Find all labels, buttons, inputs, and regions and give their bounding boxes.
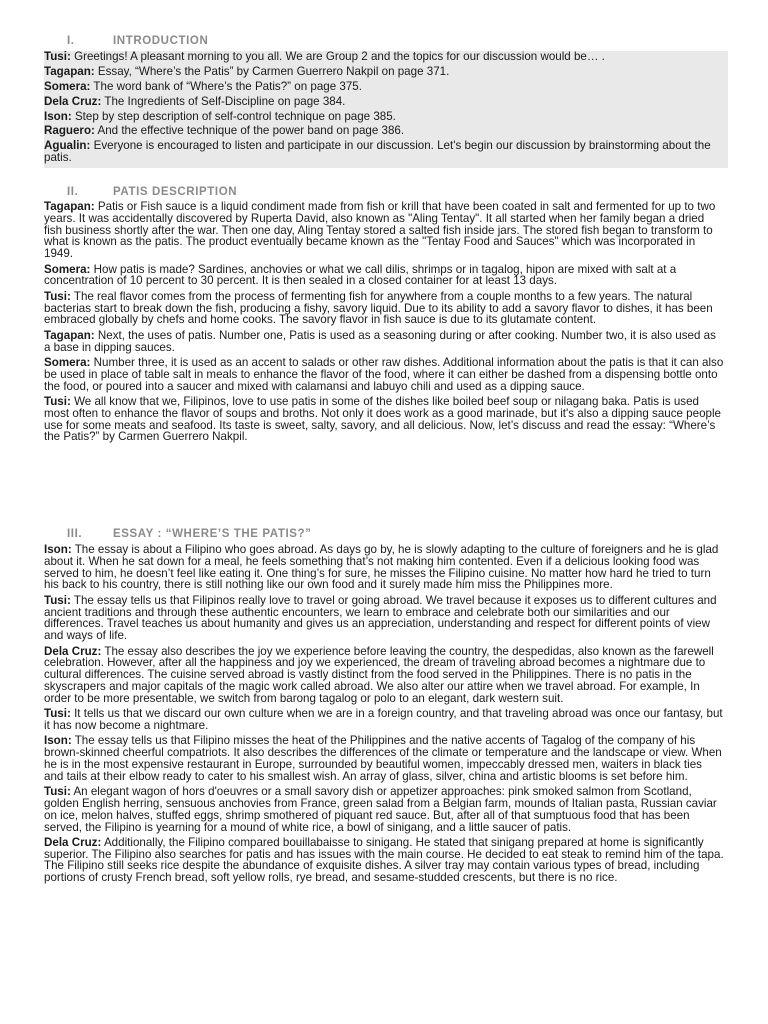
dialogue-paragraph	[44, 786, 724, 833]
dialogue-paragraph	[44, 111, 724, 123]
dialogue-text: Patis or Fish sauce is a liquid condiment made from fish or krill that have been coated in salt and fermented for up to two years. It was accidentally discovered by Ruperta David, also known as "Aling Tentay". It all started when her family began a dried fish business shortly after the war. Then one day, Aling Tentay stored a salted fish inside jars. The stored fish began to transform to what is known as the patis. The product eventually became known as the "Tentay Food and Sauces" which was incorporated in 1949.	[44, 200, 716, 261]
speaker-name: Tagapan:	[44, 64, 95, 78]
dialogue-text: The essay also describes the joy we experience before leaving the country, the despedidas, also known as the farewell celebration. However, after all the happiness and joy we experienced, the dream of traveling abroad becomes a nightmare due to cultural differences. The cuisine served abroad is vastly distinct from the food served in the Philippines. There is no patis in the skyscrapers and major capitals of the magic work called abroad. We also alter our attire when we travel abroad. For example, In order to be more presentable, we switch from barong tagalog or polo to an elegant, dark western suit.	[44, 644, 714, 705]
dialogue-text: We all know that we, Filipinos, love to use patis in some of the dishes like boiled beef soup or nilagang baka. Patis is used most often to enhance the flavor of soups and broths. Not only it does work as a good marinade, but it's also a dipping sauce people use for some meats and seafood. Its taste is sweet, salty, savory, and all delicious. Now, let’s discuss and read the essay: “Where’s the Patis?” by Carmen Guerrero Nakpil.	[44, 394, 722, 444]
dialogue-text: Essay, “Where’s the Patis” by Carmen Guerrero Nakpil on page 371.	[97, 64, 450, 78]
section-heading-patis-description	[67, 186, 237, 198]
dialogue-text: And the effective technique of the power band on page 386.	[97, 124, 405, 138]
speaker-name: Tusi:	[44, 593, 71, 607]
dialogue-paragraph	[44, 140, 724, 163]
speaker-name: Dela Cruz:	[44, 835, 102, 849]
essay-block	[44, 544, 724, 888]
introduction-block	[44, 51, 728, 168]
dialogue-paragraph	[44, 357, 724, 392]
section-heading-essay	[67, 528, 312, 540]
dialogue-text: The real flavor comes from the process of fermenting fish for anywhere from a couple months to a few years. The natural bacterias start to break down the fish, producing a fishy, savory liquid. Due to its ability to add a savory flavor to dishes, it has been embraced globally by chefs and home cooks. The savory flavor in fish sauce is due to its glutamate content.	[44, 289, 713, 327]
section-heading-introduction	[67, 35, 208, 47]
patis-description-block	[44, 201, 724, 447]
section-title: ESSAY : “WHERE’S THE PATIS?”	[113, 528, 312, 540]
speaker-name: Dela Cruz:	[44, 644, 102, 658]
dialogue-paragraph	[44, 544, 724, 591]
dialogue-paragraph	[44, 264, 724, 288]
speaker-name: Ison:	[44, 109, 72, 123]
speaker-name: Tusi:	[44, 785, 71, 799]
speaker-name: Dela Cruz:	[44, 94, 102, 108]
dialogue-text: Next, the uses of patis. Number one, Patis is used as a seasoning during or after cooking. Number two, it is also used as a base in dipping sauces.	[44, 328, 716, 354]
dialogue-text: It tells us that we discard our own culture when we are in a foreign country, and that traveling abroad was once our fantasy, but it has now become a nightmare.	[44, 707, 723, 732]
dialogue-text: The essay is about a Filipino who goes abroad. As days go by, he is slowly adapting to the culture of foreigners and he is glad about it. When he sat down for a meal, he feels something that’s not making him contented. Even if a delicious looking food was served to him, he doesn’t feel like eating it. One thing’s for sure, he misses the Filipino cuisine. No matter how hard he tried to turn his back to his country, there is still nothing like our own food and it surely made him miss the Philippines more.	[44, 543, 719, 592]
speaker-name: Tusi:	[44, 707, 71, 721]
dialogue-paragraph	[44, 66, 724, 78]
speaker-name: Raguero:	[44, 124, 95, 138]
speaker-name: Tagapan:	[44, 200, 95, 213]
section-number: I.	[67, 35, 75, 47]
dialogue-paragraph	[44, 81, 724, 93]
speaker-name: Ison:	[44, 734, 72, 748]
dialogue-paragraph	[44, 201, 724, 260]
dialogue-paragraph	[44, 646, 724, 705]
dialogue-paragraph	[44, 125, 724, 137]
dialogue-paragraph	[44, 735, 724, 782]
dialogue-text: Step by step description of self-control technique on page 385.	[74, 109, 396, 123]
section-number: II.	[67, 186, 79, 198]
dialogue-text: Number three, it is used as an accent to salads or other raw dishes. Additional information about the patis is that it can also be used in place of table salt in meals to enhance the flavor of the food, where it can either be dashed from a dispensing bottle onto the food, or poured into a saucer and mixed with calamansi and labuyo chili and used as a dipping sauce.	[44, 355, 724, 393]
speaker-name: Somera:	[44, 79, 91, 93]
dialogue-text: The word bank of “Where’s the Patis?” on page 375.	[93, 79, 362, 93]
dialogue-text: The Ingredients of Self-Discipline on page 384.	[104, 94, 346, 108]
speaker-name: Somera:	[44, 355, 91, 369]
dialogue-paragraph	[44, 837, 724, 884]
dialogue-text: Everyone is encouraged to listen and participate in our discussion. Let's begin our discussion by brainstorming about the patis.	[44, 139, 711, 164]
speaker-name: Tusi:	[44, 289, 71, 303]
dialogue-paragraph	[44, 96, 724, 108]
speaker-name: Somera:	[44, 262, 91, 276]
dialogue-paragraph	[44, 51, 724, 63]
section-title: INTRODUCTION	[113, 35, 209, 47]
speaker-name: Tusi:	[44, 50, 71, 63]
dialogue-text: Additionally, the Filipino compared bouillabaisse to sinigang. He stated that sinigang prepared at home is significantly superior. The Filipino also searches for patis and has issues with the main course. He decided to eat steak to remind him of the tapa. The Filipino still seeks rice despite the abundance of exquisite dishes. A silver tray may contain various types of bread, including portions of crusty French bread, soft yellow rolls, rye bread, and sesame-studded crescents, but there is no rice.	[44, 835, 724, 885]
speaker-name: Ison:	[44, 543, 72, 556]
dialogue-paragraph	[44, 291, 724, 326]
dialogue-paragraph	[44, 708, 724, 732]
speaker-name: Agualin:	[44, 139, 91, 153]
speaker-name: Tusi:	[44, 394, 71, 408]
dialogue-paragraph	[44, 330, 724, 354]
dialogue-text: An elegant wagon of hors d'oeuvres or a small savory dish or appetizer approaches: pink smoked salmon from Scotland, golden English herring, sensuous anchovies from France, green salad from a Belgian farm, mounds of Italian pasta, Russian caviar on ice, melon halves, stuffed eggs, shrimp smothered of piquant red sauce. But, after all of that sumptuous food that has been served, the Filipino is yearning for a mound of white rice, a bowl of sinigang, and a little saucer of patis.	[44, 785, 717, 834]
section-number: III.	[67, 528, 83, 540]
dialogue-text: How patis is made? Sardines, anchovies or what we call dilis, shrimps or in tagalog, hipon are mixed with salt at a concentration of 10 percent to 30 percent. It is then sealed in a closed container for at least 13 days.	[44, 262, 677, 288]
dialogue-text: The essay tells us that Filipinos really love to travel or going abroad. We travel because it exposes us to different cultures and ancient traditions and through these authentic encounters, we learn to embrace and celebrate both our similarities and our differences. Travel teaches us about humanity and gives us an appreciation, understanding and respect for different points of view and ways of life.	[44, 593, 717, 643]
speaker-name: Tagapan:	[44, 328, 95, 342]
dialogue-text: The essay tells us that Filipino misses the heat of the Philippines and the native accents of Tagalog of the company of his brown-skinned cheerful compatriots. It also describes the differences of the climate or temperature and the landscape or view. When he is in the most expensive restaurant in Europe, surrounded by beautiful women, impeccably dressed men, waiters in black ties and tails at their elbow ready to cater to his smallest wish. An array of glass, silver, china and artistic blooms is set before him.	[44, 734, 722, 783]
dialogue-paragraph	[44, 595, 724, 642]
dialogue-text: Greetings! A pleasant morning to you all. We are Group 2 and the topics for our discussion would be… .	[74, 50, 605, 63]
section-title: PATIS DESCRIPTION	[113, 186, 238, 198]
dialogue-paragraph	[44, 396, 724, 443]
